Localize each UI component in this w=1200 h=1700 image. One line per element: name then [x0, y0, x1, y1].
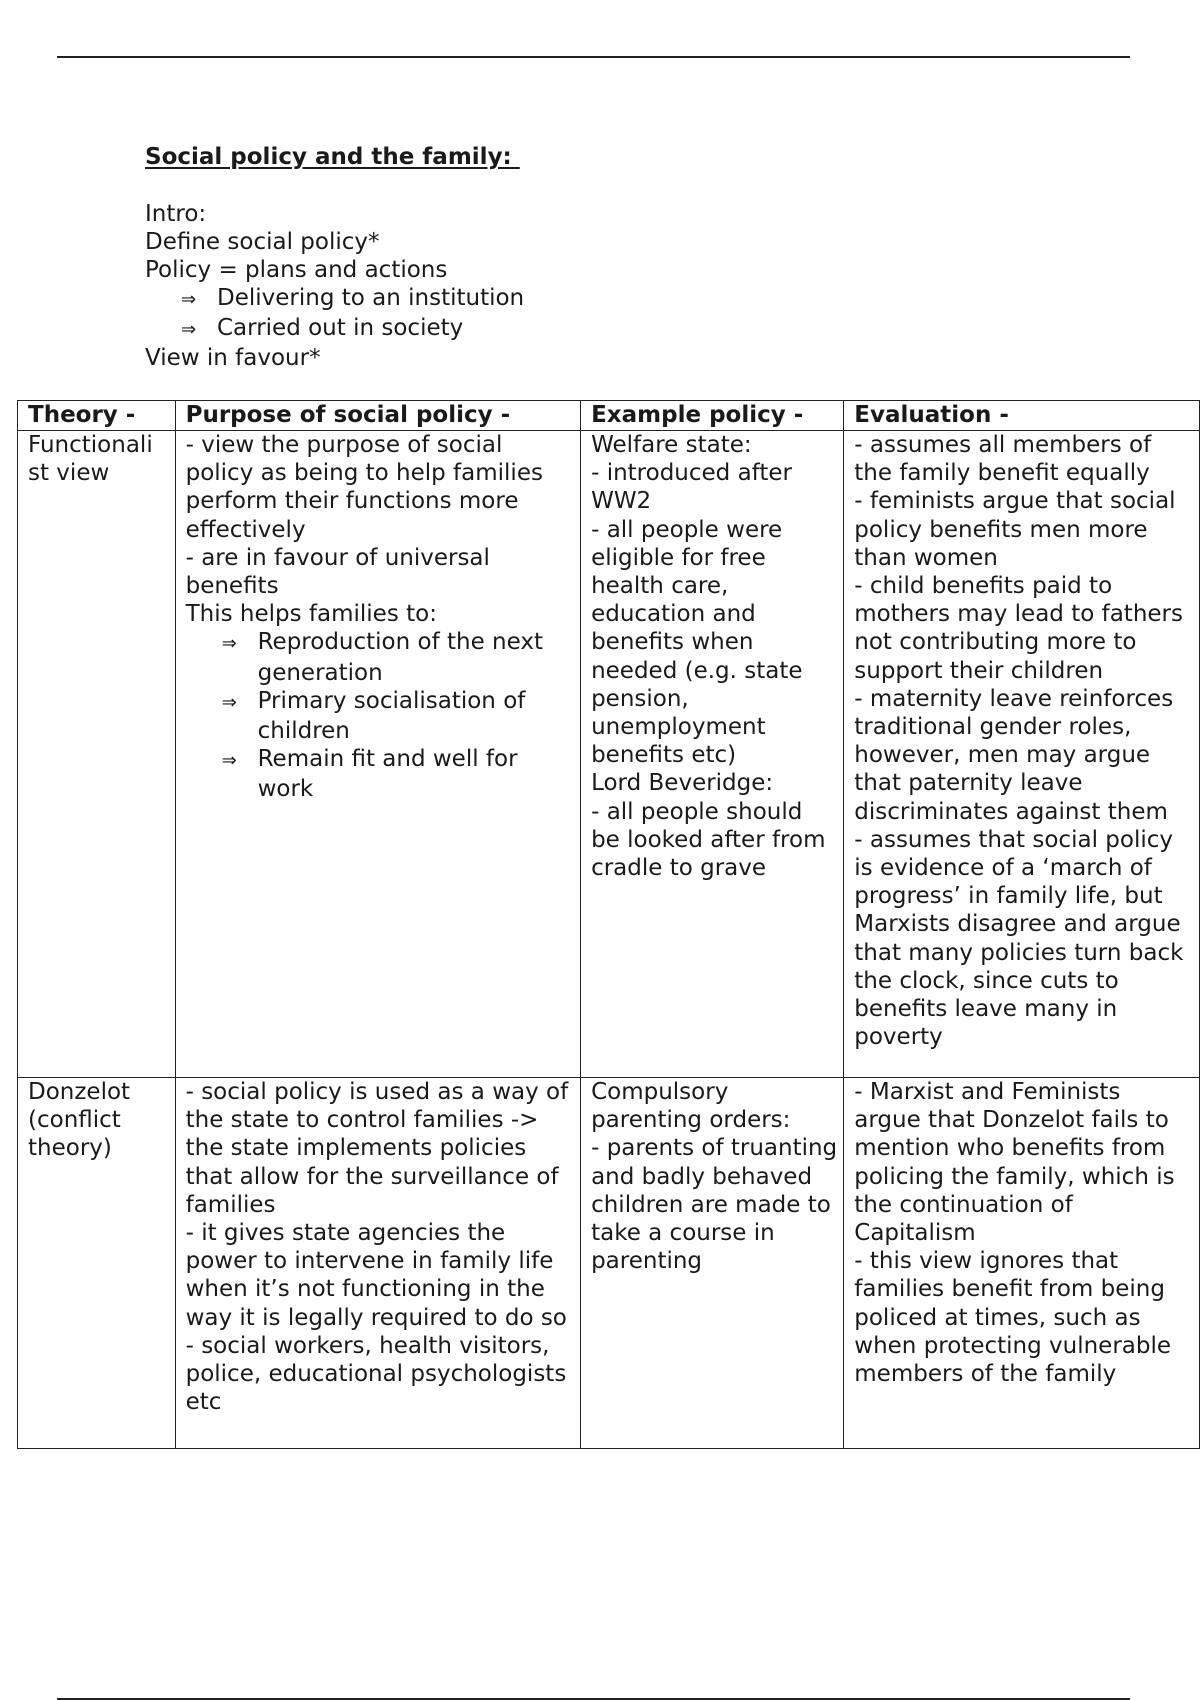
purpose-bullet: ⇒ Primary socialisation of children	[221, 687, 526, 745]
intro-bullet: ⇒ Carried out in society	[145, 314, 845, 344]
evaluation-text: - feminists argue that social policy benefits men more than women	[854, 488, 1176, 571]
arrow-icon: ⇒	[181, 289, 197, 310]
header-evaluation: Evaluation -	[844, 401, 1200, 431]
arrow-icon: ⇒	[221, 750, 237, 772]
example-text: - introduced after WW2	[591, 460, 792, 515]
example-text: - all people were eligible for free health care, education and benefits when needed (e.g. state pension, unemployment benefits etc)	[591, 516, 803, 769]
purpose-bullet: ⇒ Reproduction of the next generation	[221, 629, 543, 686]
table-header-row	[18, 401, 1200, 431]
document-title: Social policy and the family:	[145, 144, 520, 170]
purpose-text: This helps families to:	[185, 601, 437, 628]
policy-table	[17, 400, 1200, 1449]
intro-lines	[145, 200, 845, 372]
purpose-bullet: ⇒ Remain fit and well for work	[221, 746, 518, 803]
arrow-icon: ⇒	[221, 691, 237, 713]
cell-example	[581, 431, 844, 1078]
purpose-text: - are in favour of universal benefits	[185, 544, 490, 600]
evaluation-text: - assumes all members of the family benefit equally	[854, 432, 1152, 487]
evaluation-text: - child benefits paid to mothers may lead to fathers not contributing more to support their children	[854, 573, 1183, 684]
header-theory: Theory -	[18, 401, 176, 431]
table-row	[18, 1078, 1200, 1449]
cell-purpose	[175, 1078, 580, 1449]
purpose-text: - social policy is used as a way of the state to control families -> the state implements policies that allow for the surveillance of families	[185, 1079, 569, 1218]
example-text: Welfare state:	[591, 432, 752, 458]
cell-evaluation	[844, 431, 1200, 1078]
theory-text: theory)	[28, 1135, 112, 1162]
example-text: Compulsory parenting orders:	[591, 1079, 791, 1134]
evaluation-text: - assumes that social policy is evidence of a ‘march of progress’ in family life, but Marxists disagree and argue that many policies turn back the clock, since cuts to benefits leave many in poverty	[854, 826, 1184, 1051]
header-rule	[57, 56, 1130, 58]
cell-theory	[18, 431, 176, 1078]
arrow-icon: ⇒	[181, 319, 197, 340]
evaluation-text: - Marxist and Feminists argue that Donzelot fails to mention who benefits from policing the family, which is the continuation of Capitalism	[854, 1079, 1175, 1247]
cell-evaluation	[844, 1078, 1200, 1449]
cell-example	[581, 1078, 844, 1449]
purpose-text: - view the purpose of social policy as being to help families perform their functions more effectively	[185, 432, 543, 543]
purpose-text: - it gives state agencies the power to intervene in family life when it’s not functioning in the way it is legally required to do so	[185, 1220, 567, 1331]
intro-bullet: ⇒ Delivering to an institution	[145, 284, 845, 314]
intro-line: View in favour*	[145, 345, 321, 371]
intro-line: Intro:	[145, 201, 207, 227]
intro-line: Policy = plans and actions	[145, 257, 448, 283]
arrow-icon: ⇒	[221, 633, 237, 655]
evaluation-text: - this view ignores that families benefit from being policed at times, such as when protecting vulnerable members of the family	[854, 1248, 1172, 1388]
theory-text: (conflict	[28, 1107, 121, 1134]
theory-text: st view	[28, 460, 110, 487]
cell-theory	[18, 1078, 176, 1449]
example-text: - all people should be looked after from cradle to grave	[591, 798, 826, 882]
intro-line: Define social policy*	[145, 229, 380, 255]
example-text: Lord Beveridge:	[591, 770, 774, 797]
intro-section	[145, 143, 845, 372]
evaluation-text: - maternity leave reinforces traditional gender roles, however, men may argue that paternity leave discriminates against them	[854, 685, 1174, 825]
cell-purpose	[175, 431, 580, 1078]
theory-text: Donzelot	[28, 1079, 131, 1105]
header-example: Example policy -	[581, 401, 844, 431]
example-text: - parents of truanting and badly behaved children are made to take a course in parenting	[591, 1135, 838, 1275]
purpose-text: - social workers, health visitors, police, educational psychologists etc	[185, 1332, 567, 1416]
theory-text: Functionali	[28, 432, 153, 458]
header-purpose: Purpose of social policy -	[175, 401, 580, 431]
table-row	[18, 431, 1200, 1078]
